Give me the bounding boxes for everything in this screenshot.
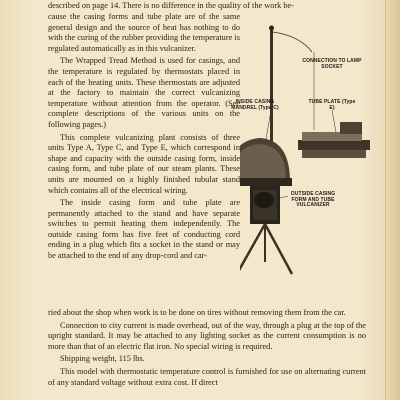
top-line: described on page 14. There is no difference in the quality of the work be- [48,1,294,10]
top-paragraph [48,1,366,12]
paragraph-wrapped-tread: The Wrapped Tread Method is used for casings, and the temperature is regulated by thermostats placed in each of the heating units. These thermostats are adjusted at the factory to maintain the correct vulcanizing temperature without attention from the operator. (See complete descriptions of the various units on the following pages.) [48,56,240,129]
paragraph-inside-casing-cont: ried about the shop when work is to be done on tires without removing them from the car. [48,308,346,317]
paragraph-inside-casing: The inside casing form and tube plate are permanently attached to the stand and have separate switches to permit heating them independently. The outside casing form has five feet of conducting cord ending in a plug which fits a socket in the stand or may be attached to the end of any drop-cord and car- [48,198,240,261]
page-edge [385,0,400,400]
paragraph-connection: Connection to city current is made overhead, out of the way, through a plug at the top of the upright standard. It may be attached to any lighting socket as the current consumption is no more than that of an electric flat iron. No special wiring is required. [48,320,366,351]
top-paragraph-rest: cause the casing forms and tube plate are of the same general design and the source of heat has nothing to do with the curing of the rubber providing the temperature is regulated automatically as in this vulcanizer. [48,12,240,53]
lower-block [48,308,366,388]
paragraph-thermostatic: This model with thermostatic temperature control is furnished for use on alternating current of any standard voltage without extra cost. If direct [48,366,366,387]
paragraph-shipping: Shipping weight, 115 lbs. [60,354,145,364]
label-connection: CONNECTION TO LAMP SOCKET [302,58,362,70]
left-column [48,12,240,262]
vulcanizer-figure [231,22,375,282]
label-inside-casing: INSIDE CASING MANDREL (Type C) [231,99,279,111]
paragraph-plant-units: This complete vulcanizing plant consists of three units Type A, Type C, and Type E, which correspond in shape and capacity with the outside casing form, inside casing form, and tube plate of our steam plants. These units are mounted on a highly finished tubular stand which contains all of the electrical wiring. [48,132,240,195]
label-tube-plate: TUBE PLATE (Type E) [308,99,356,111]
label-outside-casing: OUTSIDE CASING FORM AND TUBE VULCANIZER [290,191,336,209]
